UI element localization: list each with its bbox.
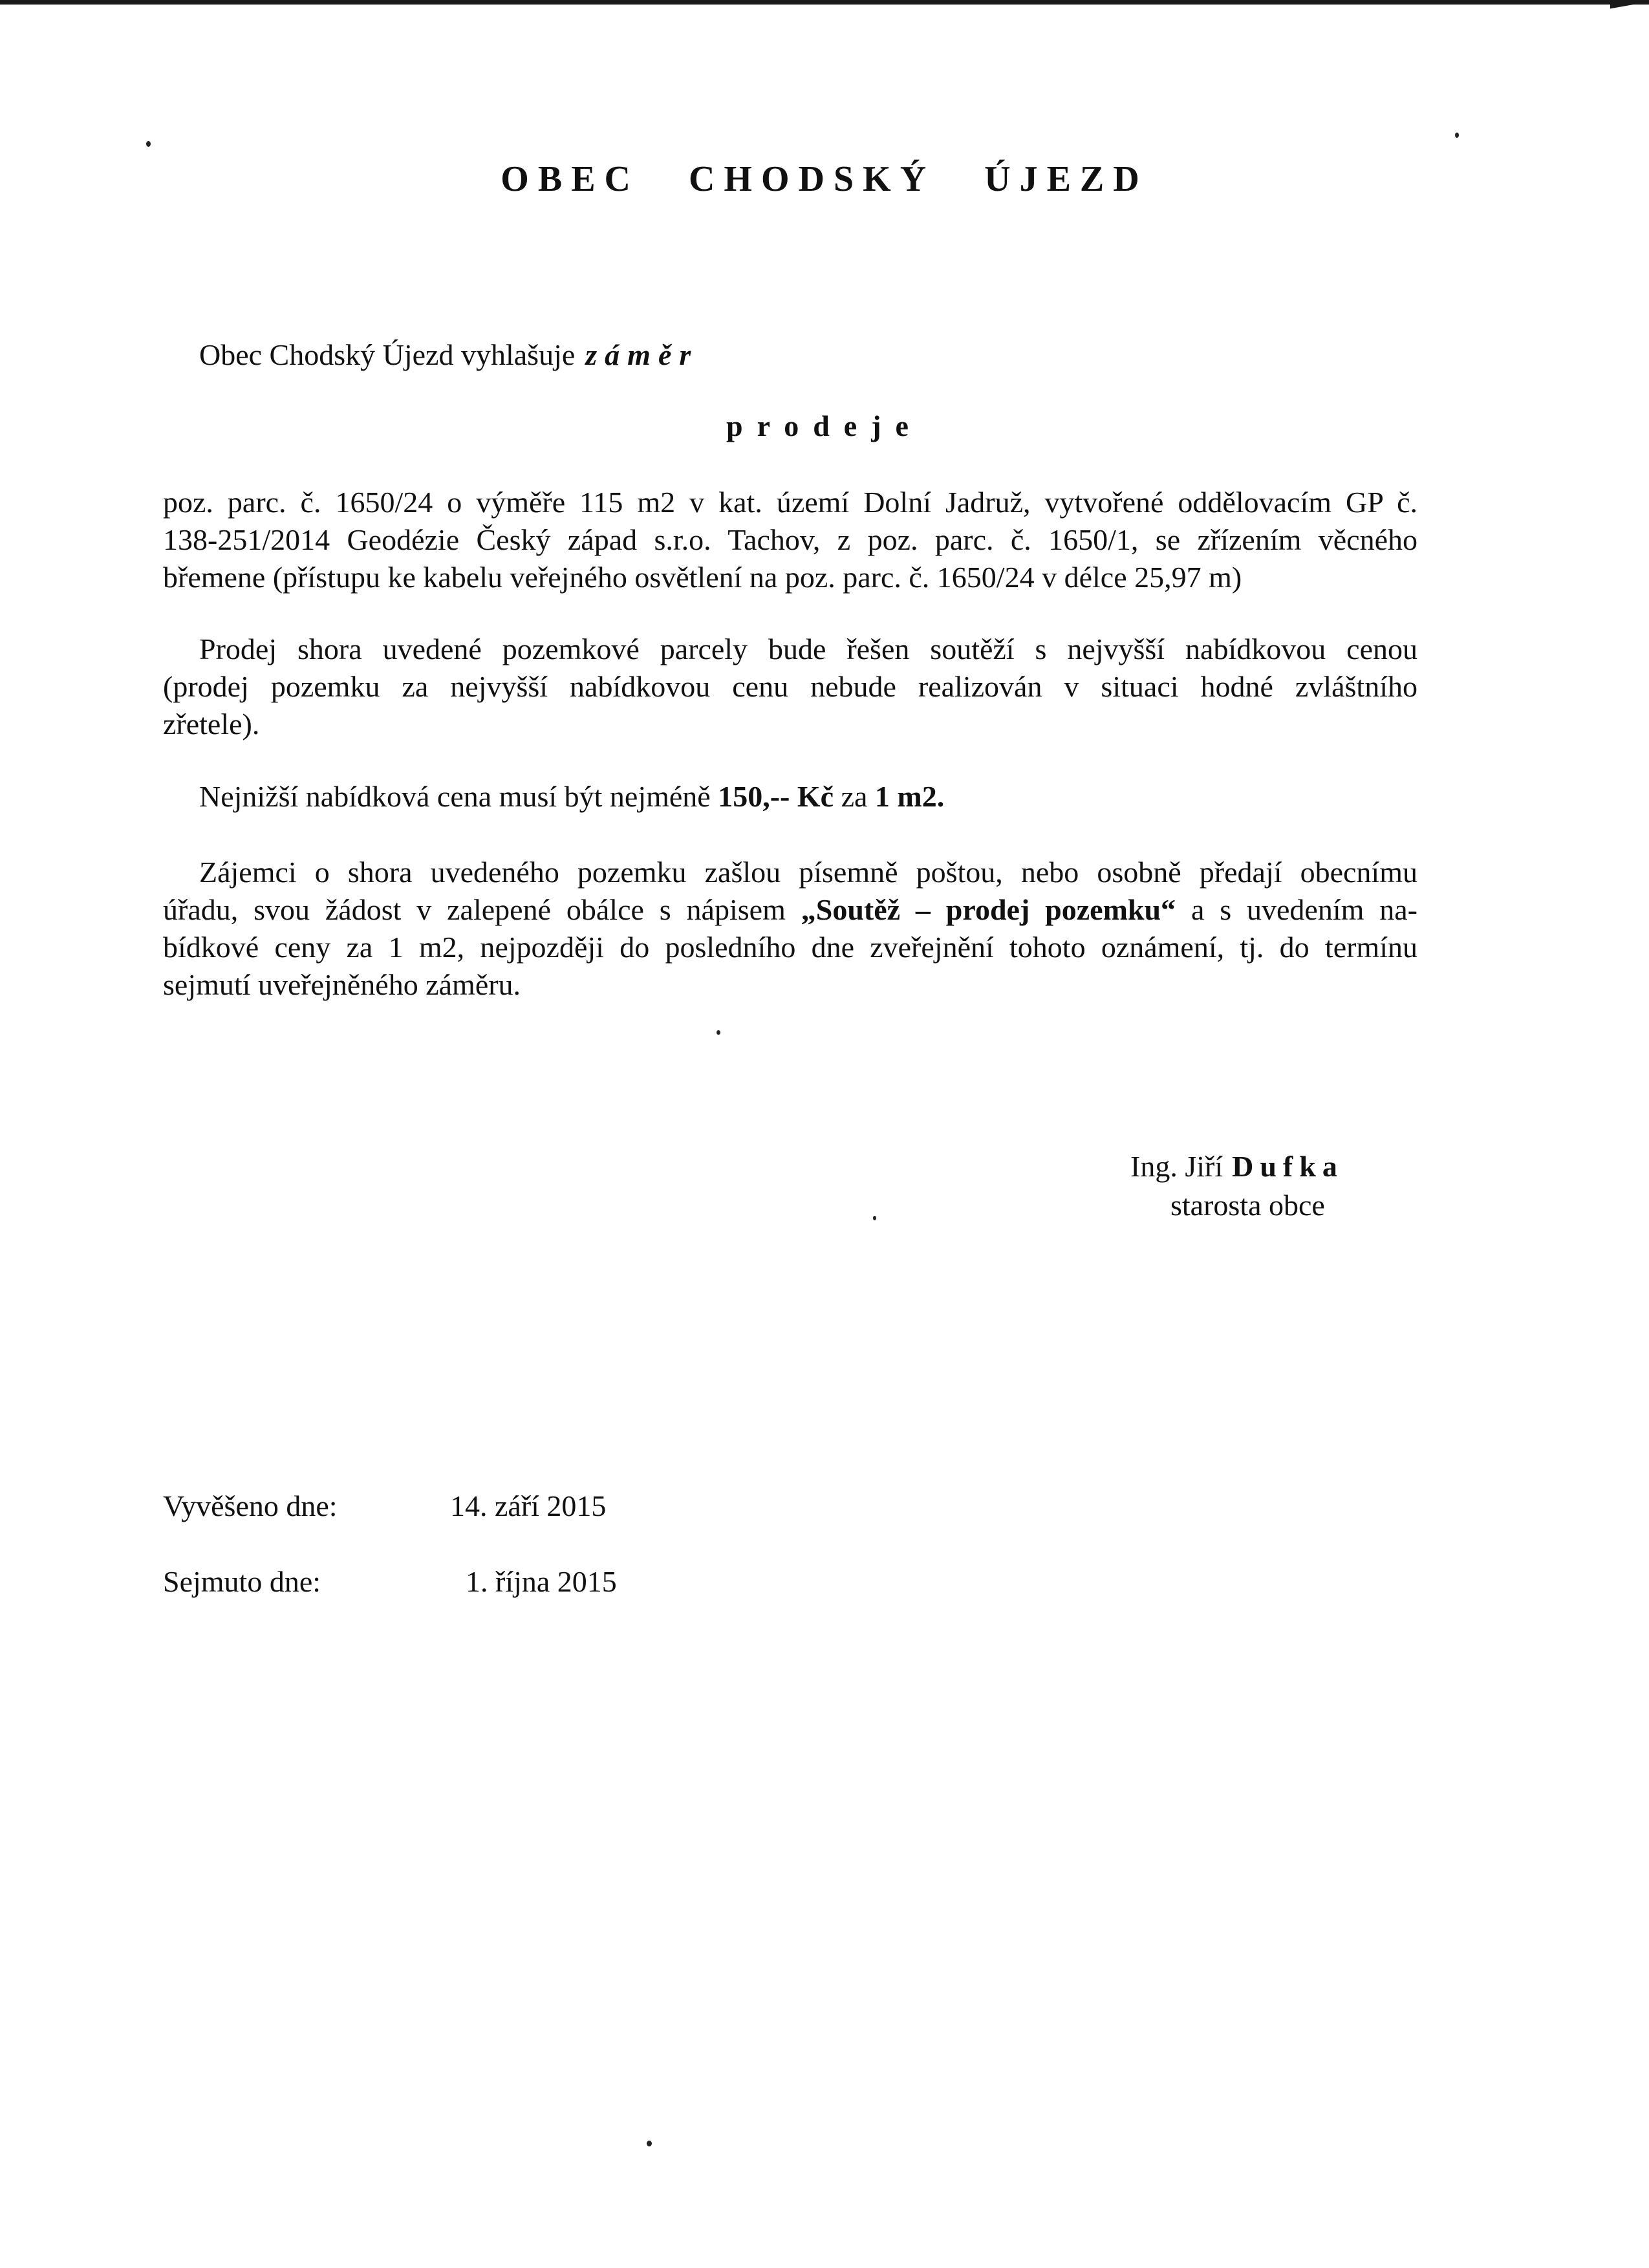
scan-corner-mark — [1610, 0, 1649, 14]
scan-speck — [873, 1216, 876, 1220]
posted-date-value: 14. září 2015 — [450, 1489, 607, 1522]
price-middle: za — [841, 780, 868, 813]
minimum-price-paragraph — [163, 778, 1417, 815]
paragraph-line: břemene (přístupu ke kabelu veřejného osvětlení na poz. parc. č. 1650/24 v délce 25,97 m) — [163, 561, 1242, 594]
signature-title: Ing. Jiří — [1130, 1150, 1223, 1183]
removed-date-label: Sejmuto dne: — [163, 1565, 321, 1598]
price-value: 150,-- Kč — [718, 780, 834, 813]
signature-surname: Dufka — [1232, 1150, 1344, 1183]
envelope-label: „Soutěž – prodej pozemku“ — [801, 893, 1176, 926]
parcel-description — [163, 484, 1417, 596]
scan-speck — [146, 141, 151, 147]
intro-text: Obec Chodský Újezd vyhlašuje — [199, 338, 576, 371]
paragraph-line: (prodej pozemku za nejvyšší nabídkovou cenu nebude realizován v situaci hodné zvláštního — [163, 670, 1417, 703]
sale-method-paragraph — [163, 631, 1417, 743]
paragraph-line — [163, 778, 1417, 815]
posted-date-label: Vyvěšeno dne: — [163, 1489, 338, 1522]
scan-speck — [647, 2141, 652, 2146]
price-prefix: Nejnižší nabídková cena musí být nejméně — [199, 780, 711, 813]
envelope-text-suffix: a s uvedením na- — [1191, 893, 1418, 926]
envelope-text-prefix: úřadu, svou žádost v zalepené obálce s nápisem — [163, 893, 786, 926]
paragraph-line — [163, 891, 1417, 929]
scan-speck — [1455, 133, 1459, 138]
paragraph-line: bídkové ceny za 1 m2, nejpozději do posledního dne zveřejnění tohoto oznámení, tj. do termínu — [163, 931, 1417, 964]
price-unit: 1 m2. — [874, 780, 945, 813]
scan-speck — [717, 1030, 720, 1035]
removed-date-value: 1. října 2015 — [466, 1565, 617, 1598]
paragraph-line: poz. parc. č. 1650/24 o výměře 115 m2 v kat. území Dolní Jadruž, vytvořené oddělovacím GP č. — [163, 486, 1417, 519]
page-title: OBEC CHODSKÝ ÚJEZD — [501, 159, 1148, 199]
application-paragraph — [163, 854, 1417, 1004]
paragraph-line: 138-251/2014 Geodézie Český západ s.r.o. Tachov, z poz. parc. č. 1650/1, se zřízením věcného — [163, 523, 1417, 556]
paragraph-line: sejmutí uveřejněného záměru. — [163, 968, 521, 1001]
paragraph-line: zřetele). — [163, 707, 260, 740]
signature-role: starosta obce — [1170, 1189, 1325, 1222]
signature-name — [1130, 1148, 1344, 1185]
scan-top-border — [0, 0, 1649, 5]
paragraph-line: Zájemci o shora uvedeného pozemku zašlou písemně poštou, nebo osobně předají obecnímu — [199, 856, 1417, 889]
subtitle: prodeje — [726, 409, 923, 442]
intro-line — [199, 336, 698, 374]
intro-keyword: záměr — [585, 338, 699, 371]
paragraph-line: Prodej shora uvedené pozemkové parcely bude řešen soutěží s nejvyšší nabídkovou cenou — [199, 632, 1417, 665]
